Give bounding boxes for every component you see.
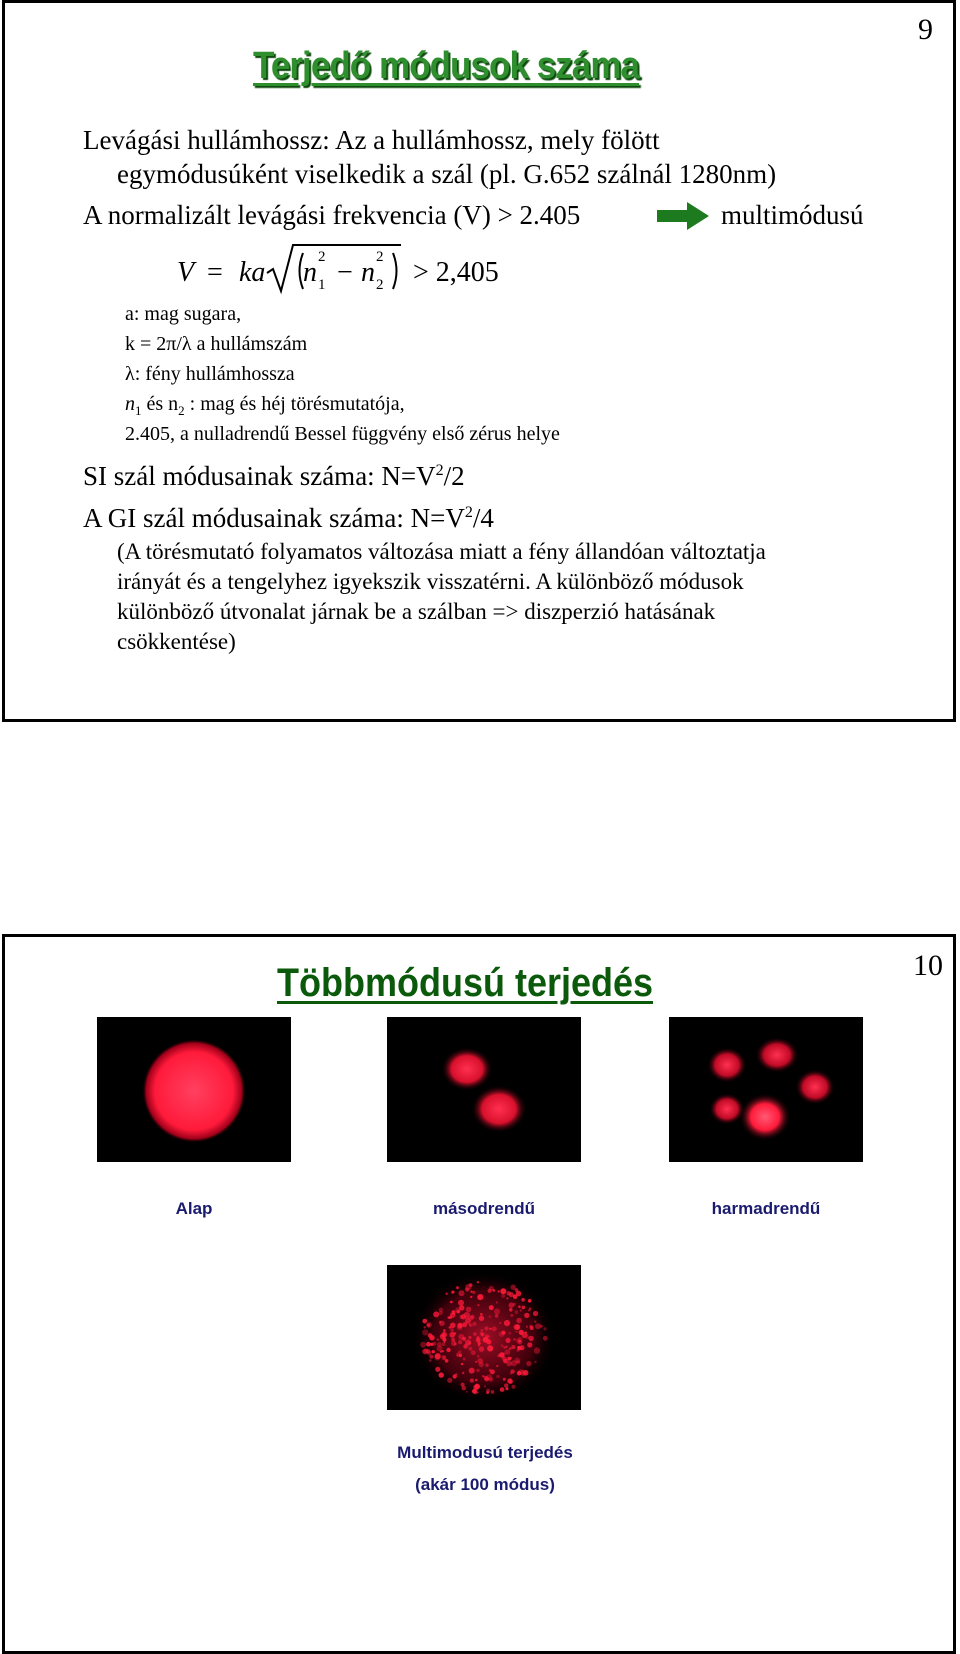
formula-n1-sup: 2: [318, 249, 326, 265]
speckle-dot: [435, 1355, 440, 1360]
speckle-dot: [527, 1342, 532, 1347]
speckle-dot: [461, 1363, 463, 1365]
speckle-dot: [499, 1352, 504, 1357]
speckle-dot: [437, 1342, 442, 1347]
slide-9: [2, 0, 956, 722]
speckle-dot: [457, 1323, 462, 1328]
speckle-dot: [543, 1327, 546, 1330]
speckle-dot: [509, 1302, 515, 1308]
speckle-dot: [485, 1326, 489, 1330]
laser-pattern-third-order: [669, 1017, 863, 1162]
note-line: (A törésmutató folyamatos változása miatt a fény állandóan változtatja: [117, 539, 766, 564]
formula-n1-sub: 1: [318, 277, 326, 293]
speckle-dot: [495, 1314, 499, 1318]
speckle-dot: [517, 1371, 522, 1376]
text-line: A normalizált levágási frekvencia (V) > 2.405: [83, 200, 581, 230]
speckle-dot: [500, 1387, 505, 1392]
formula-rhs: > 2,405: [413, 257, 499, 288]
formula-n1: n: [303, 257, 317, 288]
formula-n2-sup: 2: [376, 249, 384, 265]
speckle-dot: [463, 1358, 466, 1361]
speckle-dot: [513, 1338, 516, 1341]
speckle-dot: [466, 1391, 468, 1393]
speckle-dot: [426, 1342, 431, 1347]
speckle-dot: [447, 1378, 452, 1383]
speckle-dot: [509, 1347, 512, 1350]
speckle-dot: [427, 1323, 430, 1326]
definition-a: a: mag sugara,: [125, 303, 242, 325]
speckle-dot: [498, 1290, 500, 1292]
speckle-dot: [475, 1379, 478, 1382]
formula-n2-sub: 2: [376, 277, 384, 293]
definition-n-prefix: n: [125, 393, 135, 415]
speckle-dot: [448, 1316, 450, 1318]
definition-n-sub1: 1: [135, 403, 142, 418]
speckle-dot: [465, 1318, 471, 1324]
caption-multimode-note: (akár 100 módus): [415, 1475, 555, 1494]
text-line: egymódusúként viselkedik a szál (pl. G.652 szálnál 1280nm): [117, 159, 777, 189]
speckle-dot: [489, 1345, 491, 1347]
speckle-dot: [528, 1309, 531, 1312]
speckle-dot: [499, 1322, 501, 1324]
speckle-dot: [496, 1301, 498, 1303]
speckle-dot: [440, 1351, 442, 1353]
speckle-dot: [458, 1300, 464, 1306]
speckle-dot: [479, 1316, 484, 1321]
note-line: különböző útvonalat járnak be a szálban => diszperzió hatásának: [117, 599, 716, 624]
speckle-dot: [534, 1361, 536, 1363]
note-line: csökkentése): [117, 629, 236, 654]
text-line: Levágási hullámhossz: Az a hullámhossz, mely fölött: [83, 125, 660, 155]
speckle-dot: [473, 1332, 476, 1335]
speckle-dot: [441, 1332, 447, 1338]
speckle-dot: [471, 1350, 476, 1355]
speckle-dot: [429, 1359, 432, 1362]
speckle-dot: [463, 1344, 468, 1349]
speckle-dot: [543, 1336, 548, 1341]
speckle-dot: [534, 1321, 536, 1323]
speckle-dot: [466, 1307, 472, 1313]
speckle-dot: [450, 1323, 456, 1329]
speckle-dot: [481, 1329, 484, 1332]
definition-n: [125, 393, 405, 419]
formula-minus: −: [337, 257, 353, 288]
speckle-dot: [443, 1356, 446, 1359]
speckle-dot: [449, 1332, 455, 1338]
speckle-dot: [468, 1347, 472, 1351]
speckle-dot: [439, 1308, 444, 1313]
speckle-dot: [533, 1311, 538, 1316]
speckle-dot: [509, 1308, 513, 1312]
speckle-dot: [432, 1342, 436, 1346]
definition-n-mid: és n: [141, 393, 179, 415]
speckle-dot: [476, 1369, 479, 1372]
speckle-dot: [424, 1326, 426, 1328]
definition-bessel: 2.405, a nulladrendű Bessel függvény első zérus helye: [125, 423, 560, 445]
speckle-dot: [504, 1383, 508, 1387]
speckle-dot: [510, 1372, 512, 1374]
speckle-dot: [489, 1369, 492, 1372]
speckle-dot: [528, 1336, 533, 1341]
speckle-dot: [450, 1328, 454, 1332]
speckle-dot: [470, 1378, 474, 1382]
formula-v-symbol: V: [177, 257, 195, 288]
speckle-dot: [456, 1352, 461, 1357]
caption-fundamental: Alap: [175, 1199, 213, 1218]
arrow-right-icon: [655, 201, 711, 231]
speckle-dot: [443, 1329, 446, 1332]
slide-title: Többmódusú terjedés: [277, 961, 654, 1005]
speckle-dot: [433, 1311, 439, 1317]
page-number: 9: [918, 13, 933, 46]
speckle-dot: [442, 1338, 446, 1342]
speckle-dot: [468, 1336, 471, 1339]
speckle-dot: [505, 1346, 507, 1348]
speckle-dot: [474, 1390, 478, 1394]
speckle-dot: [496, 1375, 499, 1378]
speckle-dot: [436, 1338, 439, 1341]
speckle-dot: [509, 1292, 514, 1297]
speckle-dot: [462, 1372, 464, 1374]
speckle-dot: [473, 1322, 477, 1326]
speckle-dot: [528, 1299, 532, 1303]
speckle-dot: [509, 1332, 512, 1335]
speckle-dot: [488, 1315, 491, 1318]
speckle-dot: [456, 1286, 459, 1289]
laser-pattern-fundamental: [97, 1017, 291, 1162]
speckle-dot: [458, 1340, 462, 1344]
speckle-dot: [526, 1326, 528, 1328]
speckle-dot: [477, 1358, 483, 1364]
speckle-dot: [485, 1363, 489, 1367]
speckle-dot: [520, 1309, 522, 1311]
caption-second-order: másodrendű: [432, 1199, 536, 1218]
speckle-dot: [530, 1326, 534, 1330]
speckle-dot: [491, 1390, 495, 1394]
speckle-dot: [439, 1321, 444, 1326]
speckle-dot: [540, 1325, 543, 1328]
speckle-dot: [473, 1385, 479, 1391]
speckle-dot: [486, 1391, 489, 1394]
gi-modes-sup: 2: [464, 504, 473, 521]
si-modes-suffix: /2: [443, 461, 465, 491]
speckle-dot: [516, 1318, 522, 1324]
speckle-dot: [445, 1359, 449, 1363]
speckle-dot: [489, 1328, 491, 1330]
caption-third-order: harmadrendű: [711, 1199, 821, 1218]
speckle-dot: [503, 1378, 506, 1381]
speckle-dot: [479, 1346, 484, 1351]
speckle-dot: [484, 1385, 486, 1387]
speckle-dot: [517, 1346, 521, 1350]
speckle-dot: [462, 1337, 466, 1341]
formula-equals: =: [207, 257, 223, 288]
si-modes-text: SI szál módusainak száma: N=V: [83, 461, 436, 491]
speckle-dot: [507, 1378, 512, 1383]
speckle-dot: [475, 1361, 477, 1363]
speckle-dot: [477, 1336, 480, 1339]
speckle-dot: [424, 1348, 429, 1353]
speckle-dot: [459, 1290, 465, 1296]
speckle-dot: [488, 1289, 492, 1293]
speckle-dot: [452, 1310, 456, 1314]
speckle-dot: [506, 1297, 508, 1299]
speckle-dot: [439, 1372, 444, 1377]
speckle-dot: [477, 1294, 483, 1300]
speckle-dot: [512, 1385, 516, 1389]
speckle-dot: [465, 1288, 469, 1292]
speckle-dot: [477, 1281, 479, 1283]
formula-n2: n: [361, 257, 375, 288]
speckle-dot: [470, 1291, 472, 1293]
definition-k: k = 2π/λ a hullámszám: [125, 333, 308, 355]
speckle-dot: [472, 1291, 475, 1294]
speckle-dot: [446, 1348, 450, 1352]
speckle-dot: [515, 1310, 519, 1314]
gi-modes-line: [83, 503, 494, 534]
speckle-dot: [422, 1329, 428, 1335]
text-line-right: multimódusú: [721, 200, 864, 230]
speckle-dot: [519, 1340, 522, 1343]
speckle-dot: [435, 1367, 440, 1372]
speckle-dot: [480, 1313, 483, 1316]
speckle-dot: [466, 1321, 468, 1323]
slide-10: [2, 934, 956, 1654]
speckle-dot: [501, 1344, 504, 1347]
speckle-dot: [521, 1298, 525, 1302]
speckle-dot: [480, 1332, 484, 1336]
speckle-dot: [515, 1324, 520, 1329]
speckle-dot: [451, 1291, 454, 1294]
speckle-dot: [468, 1342, 470, 1344]
speckle-dot: [501, 1331, 505, 1335]
speckle-dot: [506, 1338, 511, 1343]
speckle-dot: [518, 1305, 521, 1308]
definition-n-sub2: 2: [178, 403, 185, 418]
speckle-dot: [486, 1339, 491, 1344]
speckle-dot: [470, 1296, 472, 1298]
speckle-dot: [428, 1333, 433, 1338]
page-number: 10: [913, 949, 943, 982]
speckle-dot: [455, 1307, 461, 1313]
si-modes-sup: 2: [435, 462, 444, 479]
speckle-dot: [469, 1368, 475, 1374]
speckle-dot: [489, 1305, 494, 1310]
speckle-dot: [524, 1313, 529, 1318]
speckle-dot: [510, 1314, 513, 1317]
speckle-dot: [453, 1374, 457, 1378]
speckle-dot: [461, 1383, 465, 1387]
note-line: irányát és a tengelyhez igyekszik visszatérni. A különböző módusok: [117, 569, 744, 594]
speckle-dot: [454, 1343, 457, 1346]
speckle-dot: [507, 1361, 512, 1366]
speckle-dot: [486, 1374, 492, 1380]
speckle-dot: [496, 1365, 498, 1367]
definition-n-suffix: : mag és héj törésmutatója,: [184, 393, 405, 415]
speckle-dot: [515, 1331, 517, 1333]
speckle-dot: [525, 1331, 527, 1333]
formula-ka: ka: [239, 257, 266, 288]
speckle-dot: [422, 1319, 427, 1324]
speckle-dot: [504, 1320, 510, 1326]
speckle-dot: [442, 1343, 446, 1347]
speckle-dot: [446, 1293, 448, 1295]
speckle-dot: [534, 1347, 540, 1353]
speckle-dot: [501, 1294, 505, 1298]
gi-modes-text: A GI szál módusainak száma: N=V: [83, 503, 465, 533]
speckle-dot: [515, 1358, 520, 1363]
laser-pattern-multimode: [387, 1265, 581, 1410]
radical-sign-icon: [265, 239, 405, 299]
speckle-dot: [432, 1350, 435, 1353]
laser-pattern-second-order: [387, 1017, 581, 1162]
speckle-dot: [487, 1335, 489, 1337]
gi-modes-suffix: /4: [472, 503, 494, 533]
speckle-dot: [477, 1355, 480, 1358]
speckle-dot: [522, 1306, 526, 1310]
definition-lambda: λ: fény hullámhossza: [125, 363, 295, 385]
speckle-dot: [526, 1361, 531, 1366]
speckle-dot: [500, 1288, 506, 1294]
speckle-dot: [507, 1357, 511, 1361]
speckle-dot: [420, 1342, 426, 1348]
slide-title: Terjedő módusok száma: [253, 45, 640, 87]
si-modes-line: [83, 461, 465, 492]
speckle-dot: [511, 1345, 515, 1349]
speckle-dot: [492, 1326, 497, 1331]
speckle-dot: [477, 1304, 479, 1306]
speckle-dot: [494, 1308, 500, 1314]
speckle-dot: [464, 1312, 470, 1318]
speckle-dot: [450, 1301, 453, 1304]
speckle-dot: [523, 1370, 529, 1376]
speckle-dot: [469, 1324, 471, 1326]
caption-multimode: Multimodusú terjedés: [397, 1443, 573, 1462]
speckle-dot: [516, 1291, 522, 1297]
